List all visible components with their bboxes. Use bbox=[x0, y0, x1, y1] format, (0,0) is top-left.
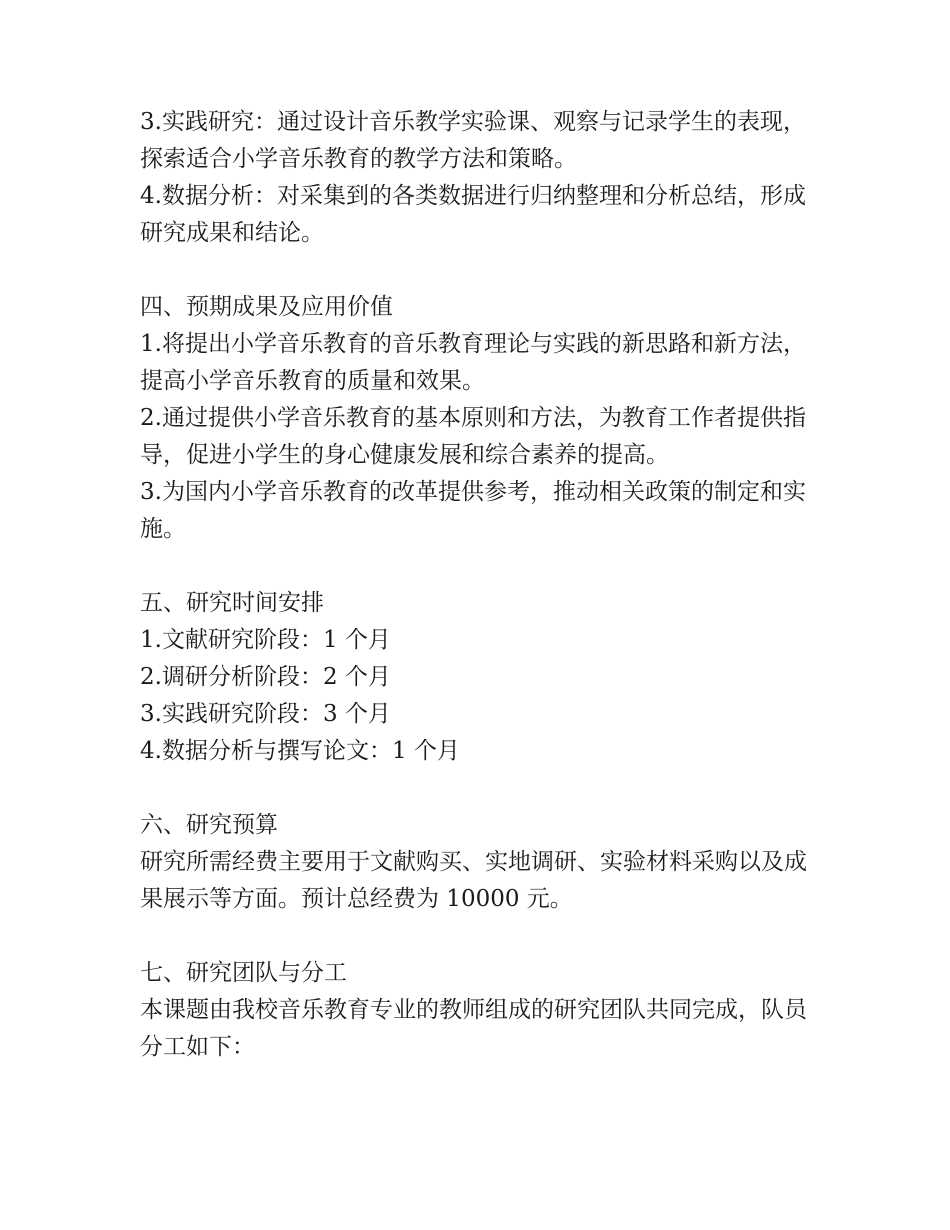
method-item-practice: 3.实践研究：通过设计音乐教学实验课、观察与记录学生的表现，探索适合小学音乐教育的教学方法和策略。 bbox=[140, 109, 806, 172]
method-item-data-analysis: 4.数据分析：对采集到的各类数据进行归纳整理和分析总结，形成研究成果和结论。 bbox=[140, 183, 806, 246]
document-page bbox=[140, 104, 820, 1066]
section-heading-budget: 六、研究预算 bbox=[140, 812, 278, 838]
section-heading-team: 七、研究团队与分工 bbox=[140, 960, 347, 986]
section-heading-schedule: 五、研究时间安排 bbox=[140, 590, 324, 616]
expected-result-item: 2.通过提供小学音乐教育的基本原则和方法，为教育工作者提供指导，促进小学生的身心健康发展和综合素养的提高。 bbox=[140, 405, 806, 468]
section-gap bbox=[140, 918, 820, 955]
schedule-item: 3.实践研究阶段：3 个月 bbox=[140, 701, 391, 727]
section-gap bbox=[140, 770, 820, 807]
team-text: 本课题由我校音乐教育专业的教师组成的研究团队共同完成，队员分工如下： bbox=[140, 997, 807, 1060]
schedule-item: 4.数据分析与撰写论文：1 个月 bbox=[140, 738, 460, 764]
schedule-item: 2.调研分析阶段：2 个月 bbox=[140, 664, 391, 690]
section-gap bbox=[140, 548, 820, 585]
expected-result-item: 3.为国内小学音乐教育的改革提供参考，推动相关政策的制定和实施。 bbox=[140, 479, 806, 542]
expected-result-item: 1.将提出小学音乐教育的音乐教育理论与实践的新思路和新方法，提高小学音乐教育的质量和效果。 bbox=[140, 331, 806, 394]
budget-text: 研究所需经费主要用于文献购买、实地调研、实验材料采购以及成果展示等方面。预计总经费为 10000 元。 bbox=[140, 849, 807, 912]
section-gap bbox=[140, 252, 820, 289]
section-heading-expected-results: 四、预期成果及应用价值 bbox=[140, 294, 393, 320]
schedule-item: 1.文献研究阶段：1 个月 bbox=[140, 627, 391, 653]
